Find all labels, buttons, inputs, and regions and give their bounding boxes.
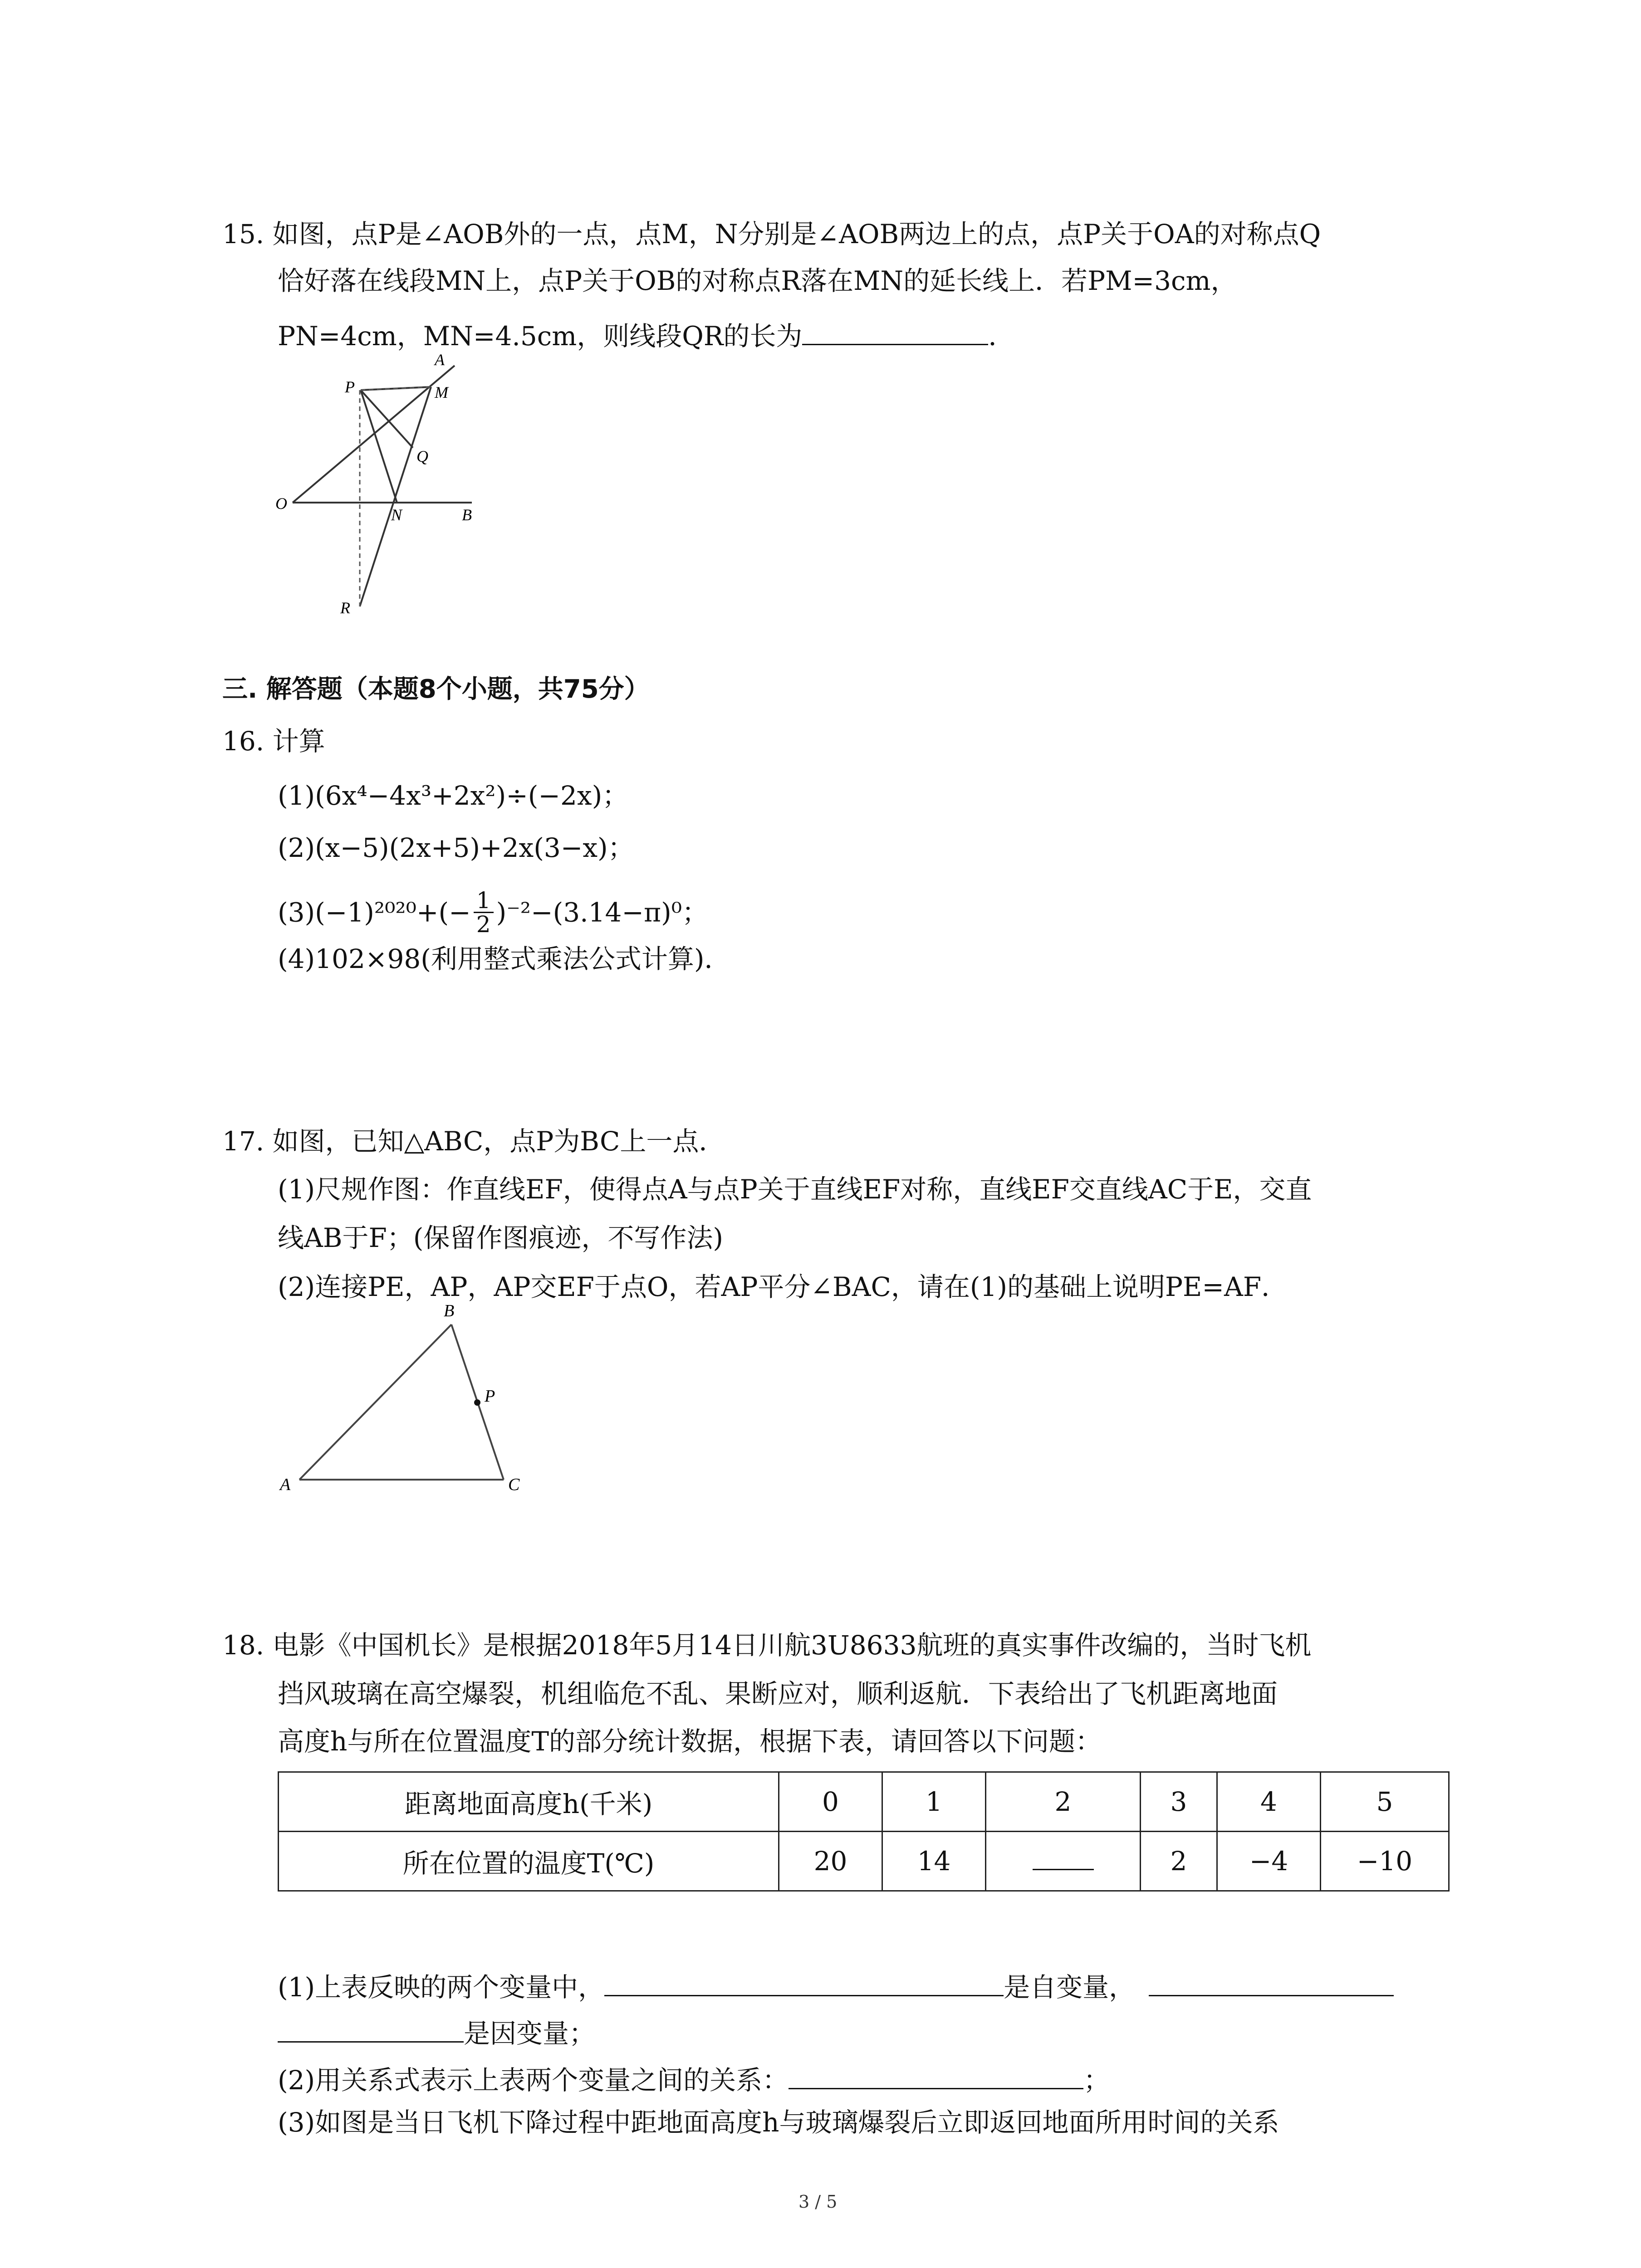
- q15-seg-pn: [361, 390, 397, 503]
- q15-line-3-text: PN=4cm，MN=4.5cm，则线段QR的长为: [278, 321, 803, 352]
- q17-label-a: A: [280, 1475, 291, 1494]
- table-cell: 1: [882, 1772, 986, 1832]
- table-cell: 2: [1141, 1832, 1217, 1891]
- q16-part-4: (4)102×98(利用整式乘法公式计算)．: [278, 943, 731, 974]
- q16-part-2: (2)(x−5)(2x+5)+2x(3−x)；: [278, 832, 634, 863]
- q18-relation-blank[interactable]: [789, 2062, 1083, 2089]
- section-3-heading: 三. 解答题（本题8个小题，共75分）: [222, 675, 650, 704]
- q18-dependent-var-blank-2[interactable]: [278, 2015, 464, 2043]
- q15-ray-oa: [293, 366, 455, 503]
- row1-header: 距离地面高度h(千米): [279, 1772, 779, 1832]
- q16-title: 16. 计算: [222, 726, 325, 757]
- q18-data-table: [278, 1771, 1450, 1892]
- table-cell-blank[interactable]: [986, 1832, 1141, 1891]
- q15-line-1: 15. 如图，点P是∠AOB外的一点，点M，N分别是∠AOB两边上的点，点P关于OA的对称点Q: [222, 219, 1321, 249]
- q18-sub-3: (3)如图是当日飞机下降过程中距地面高度h与玻璃爆裂后立即返回地面所用时间的关系: [278, 2107, 1279, 2138]
- q18-sub-1-c: 是因变量；: [464, 2018, 596, 2049]
- q18-sub-1-cont: [278, 2015, 595, 2047]
- q17-side-bc: [451, 1325, 504, 1480]
- q15-label-n: N: [391, 506, 402, 524]
- q17-side-ab: [299, 1325, 451, 1480]
- q17-label-c: C: [508, 1475, 520, 1494]
- q15-label-a: A: [435, 351, 445, 369]
- table-row: [279, 1772, 1449, 1832]
- table-cell: 2: [986, 1772, 1141, 1832]
- q16-fraction-numerator: 1: [474, 889, 494, 913]
- q18-line-3: 高度h与所在位置温度T的部分统计数据，根据下表，请回答以下问题：: [278, 1726, 1102, 1757]
- q15-label-p: P: [345, 378, 355, 396]
- q16-fraction-denominator: 2: [476, 911, 491, 938]
- q16-part-3-b: )⁻²−(3.14−π)⁰；: [496, 897, 709, 928]
- table-cell: 5: [1321, 1772, 1449, 1832]
- q18-independent-var-blank[interactable]: [604, 1969, 1004, 1996]
- q16-fraction: [474, 889, 494, 936]
- page-number: 3 / 5: [798, 2192, 838, 2212]
- q15-answer-blank[interactable]: [802, 318, 988, 345]
- table-cell: −4: [1217, 1832, 1321, 1891]
- row2-header: 所在位置的温度T(℃): [279, 1832, 779, 1891]
- q15-line-2: 恰好落在线段MN上，点P关于OB的对称点R落在MN的延长线上．若PM=3cm，: [278, 265, 1237, 296]
- q15-line-3: [278, 318, 1015, 352]
- table-cell: 0: [779, 1772, 882, 1832]
- q15-label-q: Q: [416, 447, 428, 465]
- q17-label-b: B: [444, 1301, 455, 1320]
- q17-label-p: P: [485, 1387, 495, 1406]
- q17-line-3: 线AB于F；(保留作图痕迹，不写作法): [278, 1222, 724, 1253]
- q18-sub-2-end: ；: [1083, 2065, 1110, 2096]
- q18-sub-2-text: (2)用关系式表示上表两个变量之间的关系：: [278, 2065, 789, 2096]
- table-cell: −10: [1321, 1832, 1449, 1891]
- table-cell: 3: [1141, 1772, 1217, 1832]
- table-cell: 4: [1217, 1772, 1321, 1832]
- q18-dependent-var-blank-1[interactable]: [1149, 1969, 1394, 1996]
- q15-label-m: M: [435, 383, 448, 401]
- table-cell: 20: [779, 1832, 882, 1891]
- q18-table-answer-blank[interactable]: [1033, 1851, 1094, 1870]
- q15-label-r: R: [340, 599, 350, 617]
- q16-part-3: [278, 889, 708, 943]
- table-row: [279, 1832, 1449, 1891]
- q18-sub-1: [278, 1969, 1394, 2003]
- q15-label-o: O: [275, 494, 287, 513]
- q18-line-2: 挡风玻璃在高空爆裂，机组临危不乱、果断应对，顺利返航．下表给出了飞机距离地面: [278, 1678, 1278, 1709]
- q18-sub-1-b: 是自变量，: [1004, 1972, 1136, 2003]
- q16-part-3-a: (3)(−1)²⁰²⁰+(−: [278, 897, 471, 928]
- q15-dashed-pm: [361, 387, 431, 390]
- q17-line-1: 17. 如图，已知△ABC，点P为BC上一点．: [222, 1126, 725, 1157]
- q17-line-2: (1)尺规作图：作直线EF，使得点A与点P关于直线EF对称，直线EF交直线AC于E，交直: [278, 1174, 1312, 1205]
- q15-label-b: B: [462, 506, 472, 524]
- q18-sub-2: [278, 2062, 1110, 2096]
- q15-line-3-end: ．: [988, 321, 1015, 352]
- q18-sub-1-a: (1)上表反映的两个变量中，: [278, 1972, 605, 2003]
- q17-line-4: (2)连接PE，AP，AP交EF于点O，若AP平分∠BAC，请在(1)的基础上说明PE=AF．: [278, 1271, 1288, 1302]
- q15-seg-mr: [360, 387, 431, 606]
- q18-line-1: 18. 电影《中国机长》是根据2018年5月14日川航3U8633航班的真实事件改编的，当时飞机: [222, 1630, 1312, 1661]
- q16-part-1: (1)(6x⁴−4x³+2x²)÷(−2x)；: [278, 780, 629, 811]
- table-cell: 14: [882, 1832, 986, 1891]
- q15-seg-pm: [361, 387, 431, 390]
- q15-seg-pq: [361, 390, 413, 448]
- q17-point-p: [474, 1399, 480, 1406]
